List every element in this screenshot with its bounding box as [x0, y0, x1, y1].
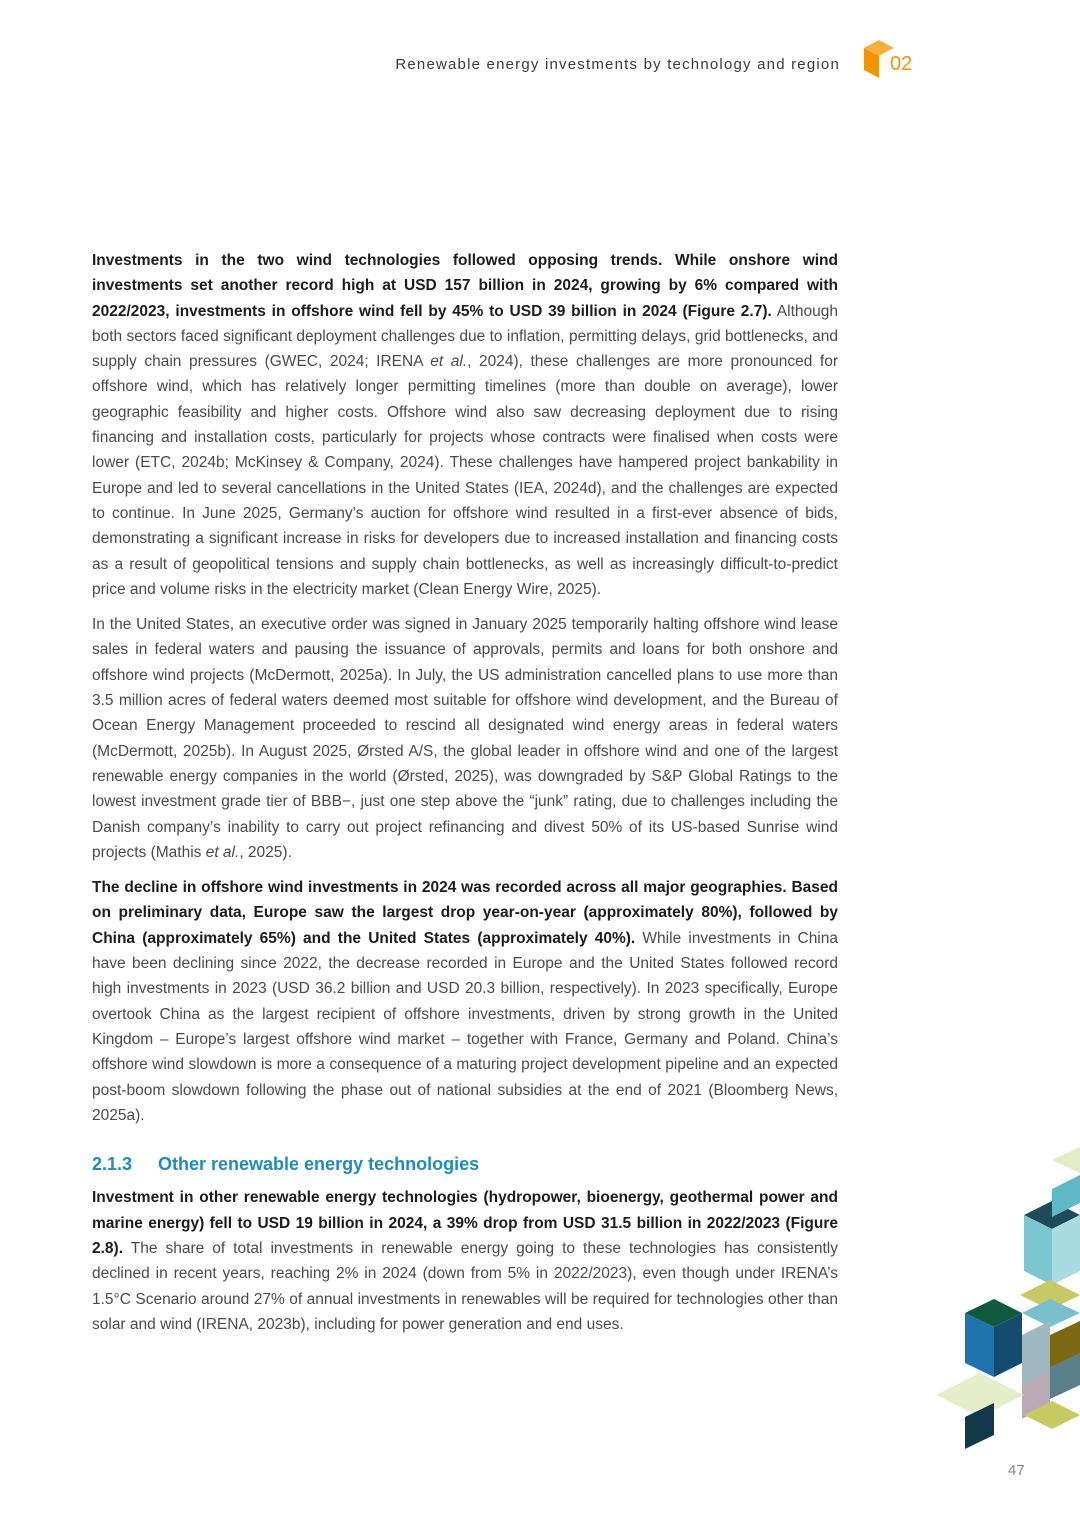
- section-heading: [92, 1152, 838, 1177]
- paragraph-lead: Investments in the two wind technologies followed opposing trends. While onshore wind investments set another record high at USD 157 billion in 2024, growing by 6% compared with 2022/2023, investments in offshore wind fell by 45% to USD 39 billion in 2024 (Figure 2.7).: [92, 252, 838, 320]
- paragraph: Investment in other renewable energy technologies (hydropower, bioenergy, geothermal power and marine energy) fell to USD 19 billion in 2024, a 39% drop from USD 31.5 billion in 2022/2023 (Figure 2.8). The share of total investments in renewable energy going to these technologies has consistently declined in recent years, reaching 2% in 2024 (down from 5% in 2022/2023), even though under IRENA’s 1.5°C Scenario around 27% of annual investments in renewables will be required for technologies other than solar and wind (IRENA, 2023b), including for power generation and end uses.: [92, 1189, 838, 1333]
- running-header: Renewable energy investments by technology and region: [395, 56, 840, 73]
- chapter-number: 02: [890, 53, 913, 75]
- paragraph: Investments in the two wind technologies followed opposing trends. While onshore wind investments set another record high at USD 157 billion in 2024, growing by 6% compared with 2022/2023, investments in offshore wind fell by 45% to USD 39 billion in 2024 (Figure 2.7). Although both sectors faced significant deployment challenges due to inflation, permitting delays, grid bottlenecks, and supply chain pressures (GWEC, 2024; IRENA et al., 2024), these challenges are more pronounced for offshore wind, which has relatively longer permitting timelines (more than double on average), lower geographic feasibility and higher costs. Offshore wind also saw decreasing deployment due to rising financing and installation costs, particularly for projects whose contracts were finalised when costs were lower (ETC, 2024b; McKinsey & Company, 2024). These challenges have hampered project bankability in Europe and led to several cancellations in the United States (IEA, 2024d), and the challenges are expected to continue. In June 2025, Germany’s auction for offshore wind resulted in a first-ever absence of bids, demonstrating a significant increase in risks for developers due to increased installation and financing costs as a result of geopolitical tensions and supply chain bottlenecks, as well as increasingly difficult-to-predict price and volume risks in the electricity market (Clean Energy Wire, 2025).: [92, 252, 838, 598]
- paragraph: The decline in offshore wind investments in 2024 was recorded across all major geographies. Based on preliminary data, Europe saw the largest drop year-on-year (approximately 80%), followed by China (approximately 65%) and the United States (approximately 40%). While investments in China have been declining since 2022, the decrease recorded in Europe and the United States followed record high investments in 2023 (USD 36.2 billion and USD 20.3 billion, respectively). In 2023 specifically, Europe overtook China as the largest recipient of offshore investments, driven by strong growth in the United Kingdom – Europe’s largest offshore wind market – together with France, Germany and Poland. China’s offshore wind slowdown is more a consequence of a maturing project development pipeline and an expected post-boom slowdown following the phase out of national subsidies at the end of 2021 (Bloomberg News, 2025a).: [92, 879, 838, 1124]
- section-number: 2.1.3: [92, 1154, 133, 1175]
- section-title: Other renewable energy technologies: [158, 1154, 480, 1175]
- page-number: 47: [1008, 1462, 1025, 1479]
- decorative-cubes-graphic: [930, 1145, 1080, 1455]
- paragraph-lead: Investment in other renewable energy technologies (hydropower, bioenergy, geothermal power and marine energy) fell to USD 19 billion in 2024, a 39% drop from USD 31.5 billion in 2022/2023 (Figure 2.8).: [92, 1189, 838, 1257]
- body-content: [92, 248, 838, 1347]
- paragraph: In the United States, an executive order was signed in January 2025 temporarily halting offshore wind lease sales in federal waters and pausing the issuance of approvals, permits and loans for both onshore and offshore wind projects (McDermott, 2025a). In July, the US administration cancelled plans to use more than 3.5 million acres of federal waters deemed most suitable for offshore wind development, and the Bureau of Ocean Energy Management proceeded to rescind all designated wind energy areas in federal waters (McDermott, 2025b). In August 2025, Ørsted A/S, the global leader in offshore wind and one of the largest renewable energy companies in the world (Ørsted, 2025), was downgraded by S&P Global Ratings to the lowest investment grade tier of BBB−, just one step above the “junk” rating, due to challenges including the Danish company’s inability to carry out project refinancing and divest 50% of its US-based Sunrise wind projects (Mathis et al., 2025).: [92, 616, 838, 861]
- paragraph-lead: The decline in offshore wind investments in 2024 was recorded across all major geographies. Based on preliminary data, Europe saw the largest drop year-on-year (approximately 80%), followed by China (approximately 65%) and the United States (approximately 40%).: [92, 879, 838, 947]
